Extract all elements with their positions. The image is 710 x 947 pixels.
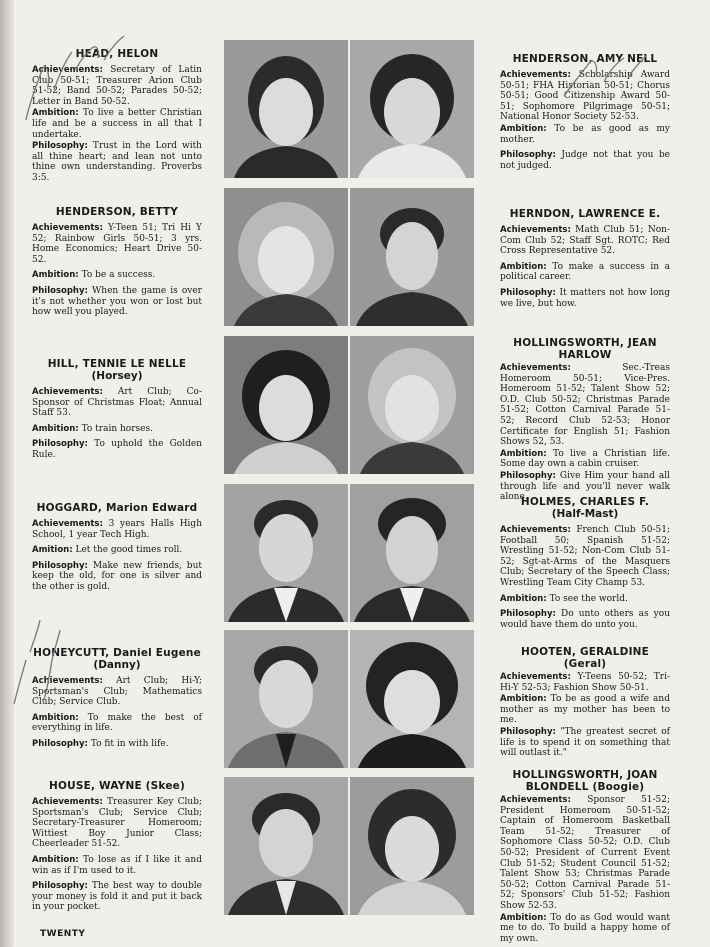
achievements <box>500 795 670 912</box>
ambition-label: Ambition: <box>32 108 79 119</box>
student-name: HILL, TENNIE LE NELLE <box>47 358 187 370</box>
achievements <box>500 363 670 448</box>
ambition-label: Ambition: <box>500 912 547 923</box>
student-entry-hoggard-marion <box>32 502 202 593</box>
achievements-text: Art Club; Co-Sponsor of Christmas Float; Annual Staff 53. <box>32 387 202 419</box>
handwritten-signature-scribble-right <box>560 52 650 102</box>
portrait-photo-house-wayne <box>224 777 348 915</box>
philosophy-text: Do unto others as you would have them do unto you. <box>500 609 670 630</box>
philosophy <box>32 439 202 460</box>
philosophy-text: It matters not how long we live, but how. <box>500 287 670 309</box>
student-name: HENDERSON, BETTY <box>55 206 179 218</box>
student-name: HOLMES, CHARLES F. <box>520 496 650 508</box>
student-name: HOGGARD, Marion Edward <box>36 502 198 514</box>
philosophy-text: To uphold the Golden Rule. <box>32 439 202 460</box>
achievements <box>32 519 202 540</box>
ambition-text: To be a success. <box>81 270 156 281</box>
student-nickname: (Half-Mast) <box>551 508 619 520</box>
philosophy-text: Trust in the Lord with all thine heart; and lean not unto thine own understanding. Proverbs 3:5. <box>32 141 202 183</box>
achievements <box>500 225 670 257</box>
philosophy <box>32 739 202 750</box>
philosophy <box>32 141 202 183</box>
achievements-label: Achievements: <box>32 797 103 807</box>
philosophy-label: Philosophy: <box>500 726 556 737</box>
ambition-label: Ambition: <box>500 123 547 134</box>
achievements-text: Math Club 51; Non-Com Club 52; Staff Sgt. ROTC; Red Cross Representative 52. <box>500 225 670 257</box>
portrait-photo-holmes-charles <box>350 484 474 622</box>
achievements-text: Scholarship Award 50-51; FHA Historian 50-51; Chorus 50-51; Good Citizenship Award 50-51; Sophomore Pilgrimage 50-51; National Honor Society 52-53. <box>500 70 670 123</box>
achievements-text: 3 years Halls High School, 1 year Tech High. <box>32 519 202 540</box>
achievements-label: Achievements: <box>500 363 571 373</box>
ambition-text: To be as good a wife and mother as my mother has been to me. <box>500 694 670 726</box>
philosophy-label: Philosophy: <box>32 560 88 571</box>
ambition <box>32 713 202 734</box>
page-spine-shadow <box>0 0 14 947</box>
ambition <box>32 270 202 281</box>
achievements-text: Sec.-Treas Homeroom 50-51; Vice-Pres. Homeroom 51-52; Talent Show 52; O.D. Club 50-52; Christmas Parade 51-52; Cotton Carnival Parade 51-52; Record Club 52-53; Honor Certificate for English 51; Fashion Shows 52, 53. <box>500 363 670 448</box>
student-entry-henderson-betty <box>32 206 202 318</box>
achievements-label: Achievements: <box>32 676 103 686</box>
achievements <box>32 387 202 419</box>
student-name: HOUSE, WAYNE (Skee) <box>49 780 185 792</box>
philosophy <box>500 288 670 309</box>
student-name: HERNDON, LAWRENCE E. <box>509 208 661 220</box>
student-entry-herndon-lawrence <box>500 208 670 309</box>
philosophy-text: The best way to double your money is fold it and put it back in your pocket. <box>32 881 202 913</box>
ambition-label: Ambition: <box>500 448 547 459</box>
achievements-label: Achievements: <box>500 525 571 535</box>
philosophy-text: "The greatest secret of life is to spend it on something that will outlast it." <box>500 726 670 759</box>
ambition <box>32 424 202 435</box>
achievements <box>32 223 202 265</box>
portrait-photo-henderson-betty <box>224 188 348 326</box>
portrait-photo-hollingsworth-jean <box>350 336 474 474</box>
student-entry-holmes-charles <box>500 496 670 630</box>
ambition <box>500 913 670 945</box>
portrait-photo-henderson-amy <box>350 40 474 178</box>
page-number-footer: TWENTY <box>40 929 86 939</box>
ambition-label: Ambition: <box>500 694 547 705</box>
philosophy-label: Philosophy: <box>32 141 88 152</box>
portrait-photo-herndon-lawrence <box>350 188 474 326</box>
ambition-label: Ambition: <box>32 423 79 434</box>
philosophy-text: Give Him your hand all through life and you'll never walk alone. <box>500 470 670 503</box>
philosophy-label: Philosophy: <box>500 287 556 298</box>
achievements-text: French Club 50-51; Football 50; Spanish 51-52; Wrestling 51-52; Non-Com Club 51-52; Sgt-at-Arms of the Masquers Club; Secretary of the Speech Class; Wrestling Team City Champ 53. <box>500 525 670 588</box>
ambition-text: To make a success in a political career. <box>500 261 670 283</box>
philosophy <box>500 727 670 759</box>
achievements <box>500 525 670 589</box>
ambition-label: Ambition: <box>500 261 547 272</box>
ambition-label: Ambition: <box>32 712 79 723</box>
portrait-photo-hooten-geraldine <box>350 630 474 768</box>
philosophy-label: Philosophy: <box>500 609 556 620</box>
ambition-text: To be as good as my mother. <box>500 123 670 145</box>
ambition <box>500 449 670 470</box>
student-name: HENDERSON, AMY NELL <box>512 53 658 65</box>
student-name: HOLLINGSWORTH, JOAN BLONDELL (Boogie) <box>512 769 658 793</box>
portrait-photo-honeycutt-daniel <box>224 630 348 768</box>
achievements-label: Achievements: <box>500 795 571 805</box>
achievements <box>32 797 202 850</box>
ambition <box>500 694 670 726</box>
philosophy-text: When the game is over it's not whether you won or lost but how well you played. <box>32 285 202 318</box>
portrait-photo-hill-tennie <box>224 336 348 474</box>
student-nickname: (Horsey) <box>91 370 143 382</box>
student-entry-hollingsworth-jean <box>500 337 670 503</box>
achievements-label: Achievements: <box>500 225 571 235</box>
achievements-label: Achievements: <box>500 672 571 682</box>
ambition-text: To live a better Christian life and be a success in all that I undertake. <box>32 108 202 140</box>
ambition-text: To do as God would want me to do. To build a happy home of my own. <box>500 912 670 944</box>
philosophy-text: Make new friends, but keep the old, for one is silver and the other is gold. <box>32 560 202 592</box>
philosophy-label: Philosophy: <box>32 738 88 749</box>
philosophy-text: To fit in with life. <box>90 738 169 749</box>
achievements-text: Secretary of Latin Club 50-51; Treasurer Arion Club 51-52; Band 50-52; Parades 50-52; Letter in Band 50-52. <box>32 65 202 107</box>
ambition <box>32 545 202 556</box>
ambition <box>500 594 670 605</box>
philosophy-label: Philosophy: <box>32 285 88 296</box>
achievements-text: Art Club; Hi-Y; Sportsman's Club; Mathematics Club; Service Club. <box>32 676 202 708</box>
ambition-text: To live a Christian life. Some day own a cabin cruiser. <box>500 448 670 470</box>
ambition-label: Amition: <box>32 545 73 556</box>
ambition-text: To lose as if I like it and win as if I'm used to it. <box>32 854 202 876</box>
portrait-photo-head-helon <box>224 40 348 178</box>
student-name: HOOTEN, GERALDINE (Geral) <box>520 646 650 670</box>
ambition-text: To make the best of everything in life. <box>32 712 202 734</box>
handwritten-signature-scribble <box>20 30 130 130</box>
student-nickname: (Danny) <box>93 659 141 671</box>
ambition-label: Ambition: <box>32 270 79 281</box>
ambition-text: Let the good times roll. <box>75 545 183 556</box>
achievements-label: Achievements: <box>32 223 103 233</box>
philosophy <box>500 150 670 171</box>
student-name: HONEYCUTT, Daniel Eugene <box>33 647 201 659</box>
ambition <box>500 262 670 283</box>
portrait-photo-hoggard-marion <box>224 484 348 622</box>
student-entry-hill-tennie <box>32 358 202 461</box>
portrait-photo-hollingsworth-joan <box>350 777 474 915</box>
achievements-text: Sponsor 51-52; President Homeroom 50-51-52; Captain of Homeroom Basketball Team 51-52; Treasurer of Sophomore Class 50-52; O.D. Club 50-52; President of Current Event Club 51-52; Student Council 51-52; Talent Show 53; Christmas Parade 50-52; Cotton Carnival Parade 51-52; Sponsors' Club 51-52; Fashion Show 52-53. <box>500 795 670 911</box>
philosophy-label: Philosophy: <box>32 881 88 892</box>
achievements-text: Y-Teen 51; Tri Hi Y 52; Rainbow Girls 50-51; 3 yrs. Home Economics; Heart Drive 50-52. <box>32 223 202 265</box>
ambition <box>32 855 202 876</box>
achievements-label: Achievements: <box>32 387 103 397</box>
student-entry-house-wayne <box>32 780 202 913</box>
ambition-label: Ambition: <box>500 593 547 604</box>
philosophy <box>32 881 202 913</box>
ambition-text: To see the world. <box>549 593 628 604</box>
achievements-label: Achievements: <box>500 70 571 80</box>
philosophy-text: Judge not that you be not judged. <box>500 150 670 171</box>
student-name: HEAD, HELON <box>75 48 159 60</box>
student-entry-hollingsworth-joan <box>500 769 670 944</box>
ambition <box>500 124 670 145</box>
handwritten-note-scribble <box>4 600 64 710</box>
student-entry-hooten-geraldine <box>500 646 670 759</box>
philosophy-label: Philosophy: <box>500 470 556 481</box>
philosophy-label: Philosophy: <box>32 439 88 450</box>
achievements-text: Treasurer Key Club; Sportsman's Club; Service Club; Secretary-Treasurer Homeroom; Wittiest Boy Junior Class; Cheerleader 51-52. <box>32 797 202 850</box>
ambition-text: To train horses. <box>81 423 153 434</box>
philosophy <box>500 609 670 630</box>
philosophy-label: Philosophy: <box>500 150 556 161</box>
achievements <box>500 672 670 693</box>
achievements-label: Achievements: <box>32 65 103 75</box>
philosophy <box>32 561 202 593</box>
achievements-label: Achievements: <box>32 519 103 529</box>
student-name: HOLLINGSWORTH, JEAN HARLOW <box>513 337 657 361</box>
ambition-label: Ambition: <box>32 854 79 865</box>
philosophy <box>32 286 202 318</box>
achievements-text: Y-Teens 50-52; Tri-Hi-Y 52-53; Fashion Show 50-51. <box>500 672 670 693</box>
